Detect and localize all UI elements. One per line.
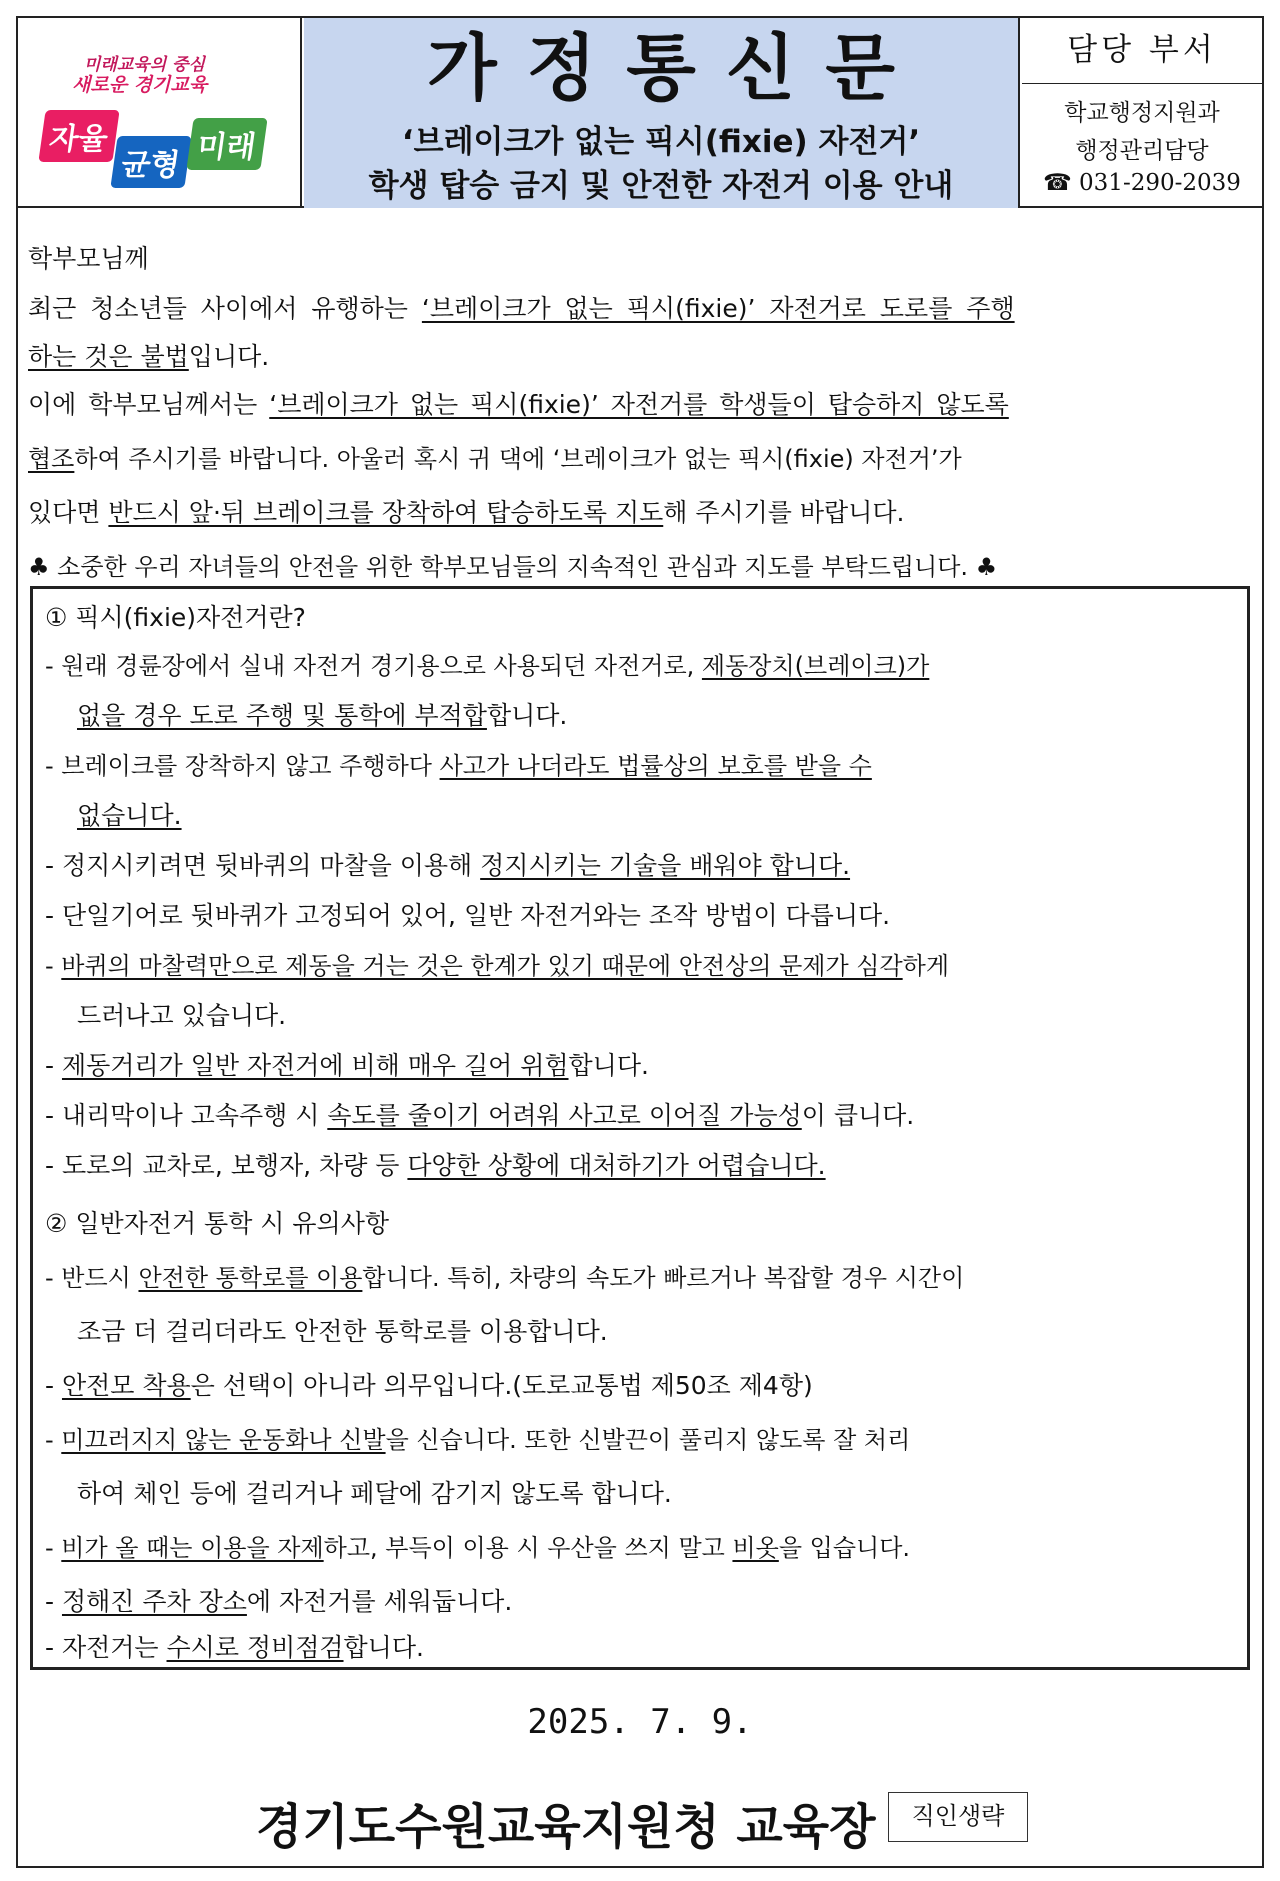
commute-item-2 (45, 1369, 813, 1403)
commute-item-3 (45, 1423, 910, 1457)
section2-heading: ② 일반자전거 통학 시 유의사항 (45, 1209, 390, 1238)
logo-tag-balance: 균형 (110, 136, 191, 188)
phone-number: ☎ 031-290-2039 (1043, 170, 1241, 196)
text-span: - 정지시키려면 뒷바퀴의 마찰을 이용해 (45, 851, 481, 880)
issue-date: 2025. 7. 9. (527, 1702, 753, 1742)
slogan-line2: 새로운 경기교육 (72, 74, 208, 96)
intro-line-2 (28, 340, 269, 374)
text-span: - 원래 경륜장에서 실내 자전거 경기용으로 사용되던 자전거로, (45, 652, 702, 680)
text-span: - (45, 1534, 62, 1562)
issuer-name: 경기도수원교육지원청 교육장 (256, 1799, 876, 1855)
fixie-item-1 (45, 649, 929, 683)
department-header: 담당 부서 (1022, 18, 1262, 84)
text-span: - 반드시 (45, 1264, 139, 1292)
text-span: - 도로의 교차로, 보행자, 차량 등 (45, 1151, 408, 1180)
text-span: 합니다. 특히, 차량의 속도가 빠르거나 복잡할 경우 시간이 (362, 1264, 965, 1292)
text-span: 이 큽니다. (801, 1101, 915, 1130)
text-span: - 내리막이나 고속주행 시 (45, 1101, 328, 1130)
page-title: 가정통신문 (427, 26, 925, 110)
commute-item-4 (45, 1531, 910, 1565)
section1-heading: ① 픽시(fixie)자전거란? (45, 603, 306, 632)
salutation: 학부모님께 (28, 244, 149, 273)
underlined-text: 반드시 앞·뒤 브레이크를 장착하여 탑승하도록 지도 (108, 498, 664, 527)
text-span: - (45, 1371, 62, 1400)
text-span: - (45, 952, 62, 980)
team-name: 행정관리담당 (1075, 138, 1209, 164)
fixie-item-2 (45, 749, 872, 783)
department-name: 학교행정지원과 (1064, 100, 1220, 126)
fixie-item-8 (45, 1149, 826, 1183)
notice-page (16, 16, 1264, 1868)
underlined-text: 제동장치(브레이크)가 (701, 652, 930, 680)
underlined-text: 협조 (28, 445, 75, 473)
underlined-text: 다양한 상황에 대처하기가 어렵습니다. (407, 1151, 826, 1180)
text-span: 은 선택이 아니라 의무입니다.(도로교통법 제50조 제4항) (190, 1371, 813, 1400)
commute-item-5 (45, 1585, 512, 1619)
title-area (304, 18, 1020, 208)
underlined-text: 하는 것은 불법 (28, 342, 189, 371)
text-span: 이에 학부모님께서는 (28, 390, 270, 419)
underlined-text: 안전한 통학로를 이용 (138, 1264, 363, 1292)
intro-line-1 (28, 292, 1015, 326)
slogan-line1: 미래교육의 중심 (84, 55, 205, 75)
info-box (30, 586, 1250, 1670)
fixie-item-5-cont: 드러나고 있습니다. (77, 1001, 287, 1030)
text-span: - 브레이크를 장착하지 않고 주행하다 (45, 752, 440, 780)
underlined-text: 안전모 착용 (61, 1371, 191, 1400)
fixie-item-4: - 단일기어로 뒷바퀴가 고정되어 있어, 일반 자전거와는 조작 방법이 다릅니다. (45, 901, 891, 930)
text-span: 을 입습니다. (778, 1534, 911, 1562)
fixie-item-3 (45, 849, 850, 883)
text-span: 합니다. (343, 1633, 424, 1662)
header (18, 18, 1262, 208)
fixie-item-6 (45, 1049, 649, 1083)
text-span: 을 신습니다. 또한 신발끈이 풀리지 않도록 잘 처리 (385, 1426, 911, 1454)
subtitle-1: ‘브레이크가 없는 픽시(fixie) 자전거’ (401, 124, 921, 160)
subtitle-2: 학생 탑승 금지 및 안전한 자전거 이용 안내 (368, 168, 954, 204)
underlined-text: 정해진 주차 장소 (61, 1587, 247, 1616)
underlined-text: ‘브레이크가 없는 픽시(fixie)’ 자전거를 학생들이 탑승하지 않도록 (269, 390, 1009, 419)
logo-tag-future: 미래 (186, 118, 267, 170)
text-span: 입니다. (188, 342, 270, 371)
commute-item-6 (45, 1631, 424, 1665)
text-span: 하여 주시기를 바랍니다. 아울러 혹시 귀 댁에 ‘브레이크가 없는 픽시(fixie) 자전거’가 (74, 445, 962, 473)
text-span: 있다면 (28, 498, 109, 527)
fixie-item-7 (45, 1099, 914, 1133)
logo-tag-autonomy: 자율 (38, 110, 119, 162)
text-span: 최근 청소년들 사이에서 유행하는 (28, 294, 422, 323)
underlined-text: 사고가 나더라도 법률상의 보호를 받을 수 (439, 752, 872, 780)
intro-line-3 (28, 388, 1009, 422)
commute-item-1-cont: 조금 더 걸리더라도 안전한 통학로를 이용합니다. (77, 1317, 608, 1346)
logo-area (18, 18, 302, 208)
underlined-text: 없을 경우 도로 주행 및 통학에 부적합 (77, 701, 487, 730)
intro-line-5 (28, 496, 904, 530)
fixie-item-1-cont (77, 699, 567, 733)
text-span: - (45, 1426, 62, 1454)
text-span: 하게 (902, 952, 950, 980)
underlined-text: 정지시키는 기술을 배워야 합니다. (480, 851, 851, 880)
underlined-text: 미끄러지지 않는 운동화나 신발 (61, 1426, 386, 1454)
underlined-text: 제동거리가 일반 자전거에 비해 매우 길어 위험 (61, 1051, 569, 1080)
text-span: - (45, 1587, 62, 1616)
fixie-item-5 (45, 949, 949, 983)
underlined-text: 수시로 정비점검 (166, 1633, 344, 1662)
seal-omitted-stamp: 직인생략 (888, 1792, 1028, 1842)
underlined-text: 속도를 줄이기 어려워 사고로 이어질 가능성 (327, 1101, 802, 1130)
closing-message: ♣ 소중한 우리 자녀들의 안전을 위한 학부모님들의 지속적인 관심과 지도를 부탁드립니다. ♣ (28, 553, 998, 581)
commute-item-3-cont: 하여 체인 등에 걸리거나 페달에 감기지 않도록 합니다. (77, 1479, 672, 1508)
underlined-text: ‘브레이크가 없는 픽시(fixie)’ 자전거로 도로를 주행 (421, 294, 1015, 323)
underlined-text: 없습니다. (77, 801, 182, 830)
text-span: - 자전거는 (45, 1633, 167, 1662)
text-span: 합니다. (568, 1051, 649, 1080)
underlined-text: 바퀴의 마찰력만으로 제동을 거는 것은 한계가 있기 때문에 안전상의 문제가 심각 (61, 952, 903, 980)
commute-item-1 (45, 1261, 964, 1295)
fixie-item-2-cont (77, 799, 182, 833)
intro-line-4 (28, 442, 962, 476)
text-span: 합니다. (486, 701, 568, 730)
text-span: 하고, 부득이 이용 시 우산을 쓰지 말고 (323, 1534, 733, 1562)
text-span: 에 자전거를 세워둡니다. (246, 1587, 513, 1616)
text-span: 해 주시기를 바랍니다. (663, 498, 905, 527)
underlined-text: 비옷 (732, 1534, 779, 1562)
underlined-text: 비가 올 때는 이용을 자제 (61, 1534, 324, 1562)
department-area (1022, 18, 1262, 208)
text-span: - (45, 1051, 62, 1080)
